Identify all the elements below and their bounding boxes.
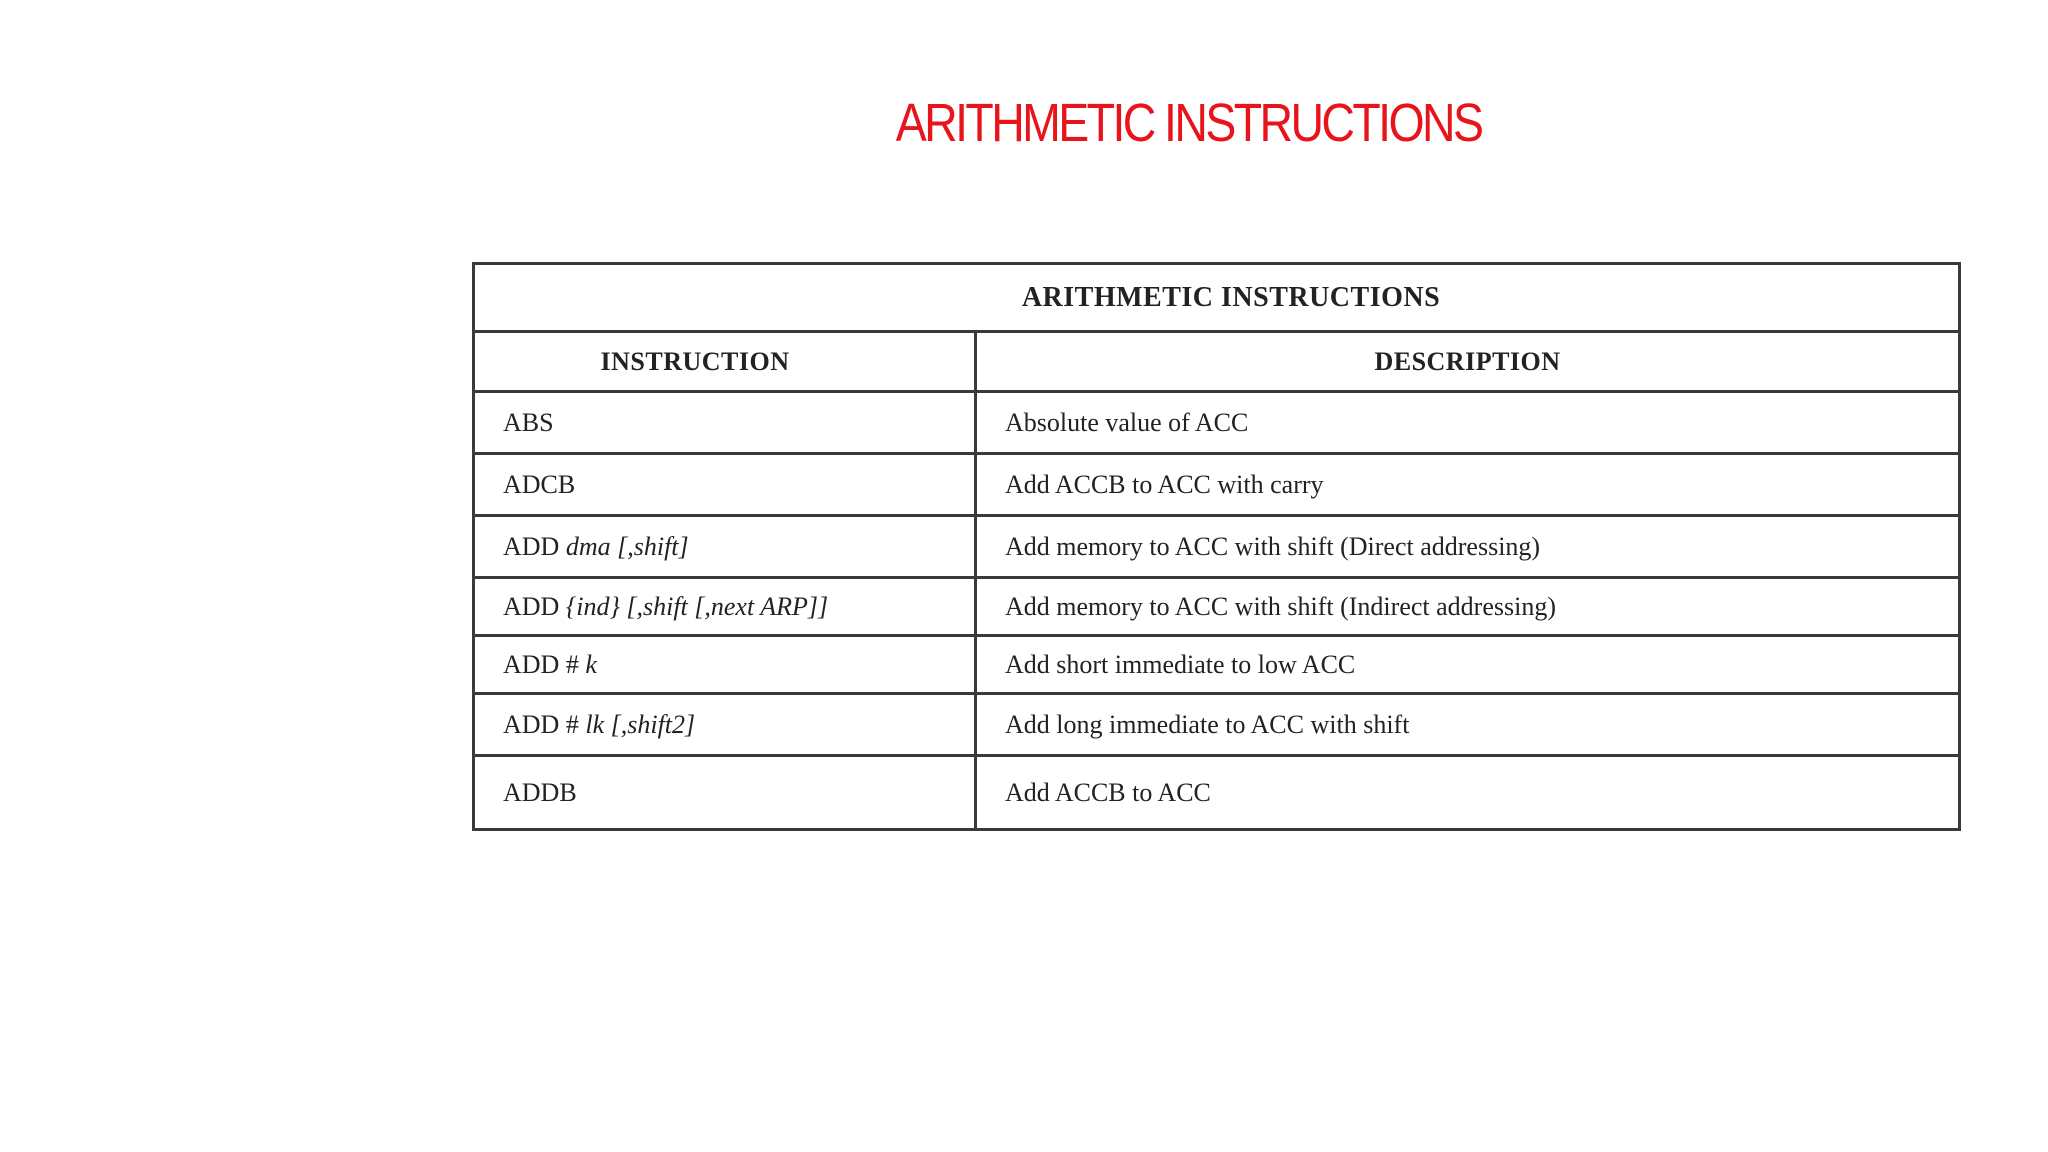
instruction-cell xyxy=(474,454,976,516)
instruction-mnemonic: ABS xyxy=(503,407,554,437)
instruction-cell xyxy=(474,392,976,454)
description-cell: Add ACCB to ACC xyxy=(976,756,1960,830)
column-header-instruction: INSTRUCTION xyxy=(474,332,976,392)
instruction-mnemonic: ADD # xyxy=(503,709,579,739)
instruction-operands: {ind} [,shift [,next ARP]] xyxy=(565,591,829,621)
table-row xyxy=(474,454,1960,516)
table-header-row xyxy=(474,332,1960,392)
instruction-mnemonic: ADDB xyxy=(503,777,577,807)
table-row xyxy=(474,578,1960,636)
description-cell: Add ACCB to ACC with carry xyxy=(976,454,1960,516)
instruction-cell xyxy=(474,756,976,830)
table-row xyxy=(474,516,1960,578)
instruction-table-container xyxy=(472,262,1958,831)
instruction-mnemonic: ADCB xyxy=(503,469,576,499)
table-row xyxy=(474,392,1960,454)
instruction-operands: dma [,shift] xyxy=(565,531,689,561)
description-cell: Add short immediate to low ACC xyxy=(976,636,1960,694)
description-cell: Add memory to ACC with shift (Direct addressing) xyxy=(976,516,1960,578)
slide-title: ARITHMETIC INSTRUCTIONS xyxy=(895,93,1482,153)
instruction-cell xyxy=(474,694,976,756)
description-cell: Add long immediate to ACC with shift xyxy=(976,694,1960,756)
table-caption: ARITHMETIC INSTRUCTIONS xyxy=(474,264,1960,332)
instruction-cell xyxy=(474,636,976,694)
table-caption-row xyxy=(474,264,1960,332)
instruction-mnemonic: ADD xyxy=(503,591,560,621)
column-header-description: DESCRIPTION xyxy=(976,332,1960,392)
instruction-operands: lk [,shift2] xyxy=(585,709,696,739)
instruction-cell xyxy=(474,578,976,636)
description-cell: Add memory to ACC with shift (Indirect addressing) xyxy=(976,578,1960,636)
instruction-operands: k xyxy=(585,649,597,679)
instruction-mnemonic: ADD # xyxy=(503,649,579,679)
instruction-cell xyxy=(474,516,976,578)
table-row xyxy=(474,636,1960,694)
instruction-mnemonic: ADD xyxy=(503,531,560,561)
description-cell: Absolute value of ACC xyxy=(976,392,1960,454)
table-row xyxy=(474,756,1960,830)
arithmetic-instructions-table xyxy=(472,262,1961,831)
table-row xyxy=(474,694,1960,756)
